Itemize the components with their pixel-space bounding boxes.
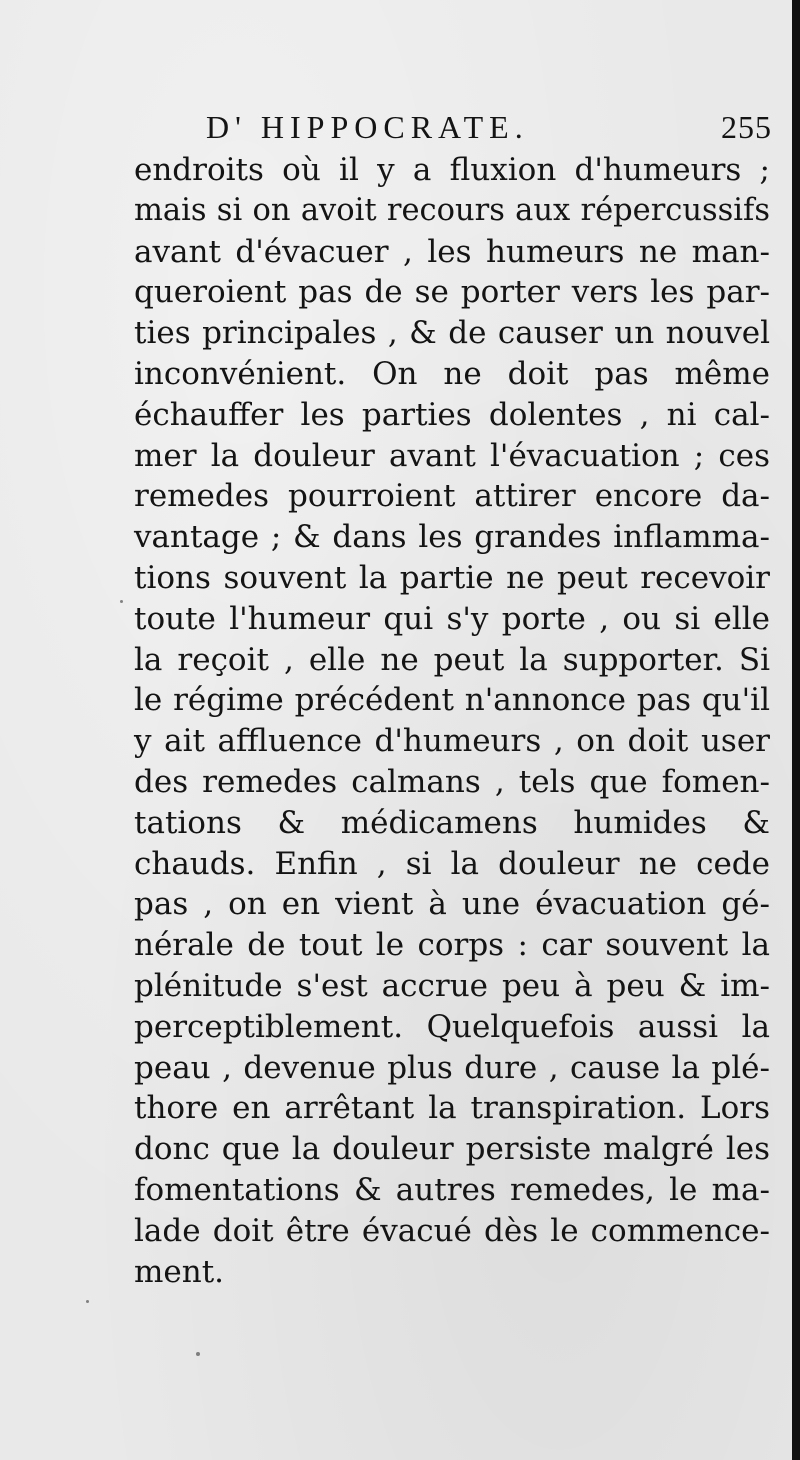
paper-speck: [196, 1352, 200, 1356]
paper-speck: [120, 600, 123, 603]
page-edge-shadow: [792, 0, 800, 1460]
text-line: ties principales , & de causer un nouvel: [134, 315, 770, 352]
text-line: mais si on avoit recours aux répercussifs: [134, 192, 770, 228]
text-line: le régime précédent n'annonce pas qu'il: [134, 682, 770, 719]
text-line: perceptiblement. Quelquefois aussi la: [134, 1008, 770, 1045]
text-line: plénitude s'est accrue peu à peu & im-: [134, 967, 770, 1004]
text-line: des remedes calmans , tels que fomen-: [134, 763, 770, 800]
text-line: toute l'humeur qui s'y porte , ou si elle: [134, 600, 770, 637]
paper-speck: [86, 1300, 89, 1303]
running-head: [206, 104, 772, 150]
text-line: endroits où il y a fluxion d'humeurs ;: [134, 152, 770, 188]
text-line: nérale de tout le corps : car souvent la: [134, 927, 770, 964]
running-title: D' HIPPOCRATE.: [206, 109, 529, 145]
text-line: fomentations & autres remedes, le ma-: [134, 1171, 770, 1208]
text-line: peau , devenue plus dure , cause la plé-: [134, 1049, 770, 1086]
text-line: thore en arrêtant la transpiration. Lors: [134, 1090, 770, 1127]
text-line: pas , on en vient à une évacuation gé-: [134, 886, 770, 923]
text-line: vantage ; & dans les grandes inflamma-: [134, 519, 770, 556]
text-line: remedes pourroient attirer encore da-: [134, 478, 770, 515]
page-number: 255: [721, 109, 772, 145]
body-text: [134, 150, 770, 1292]
text-line: mer la douleur avant l'évacuation ; ces: [134, 437, 770, 474]
text-line: avant d'évacuer , les humeurs ne man-: [134, 233, 770, 270]
text-line: ment.: [134, 1253, 225, 1290]
text-line: la reçoit , elle ne peut la supporter. Si: [134, 641, 770, 678]
text-line: inconvénient. On ne doit pas même: [134, 355, 770, 392]
text-line: tations & médicamens humides &: [134, 804, 770, 841]
text-line: queroient pas de se porter vers les par-: [134, 274, 770, 311]
text-line: y ait affluence d'humeurs , on doit user: [134, 723, 770, 760]
text-line: échauffer les parties dolentes , ni cal-: [134, 396, 770, 433]
text-line: tions souvent la partie ne peut recevoir: [134, 559, 770, 596]
text-line: chauds. Enfin , si la douleur ne cede: [134, 845, 770, 882]
text-line: lade doit être évacué dès le commence-: [134, 1212, 770, 1249]
text-line: donc que la douleur persiste malgré les: [134, 1131, 770, 1168]
